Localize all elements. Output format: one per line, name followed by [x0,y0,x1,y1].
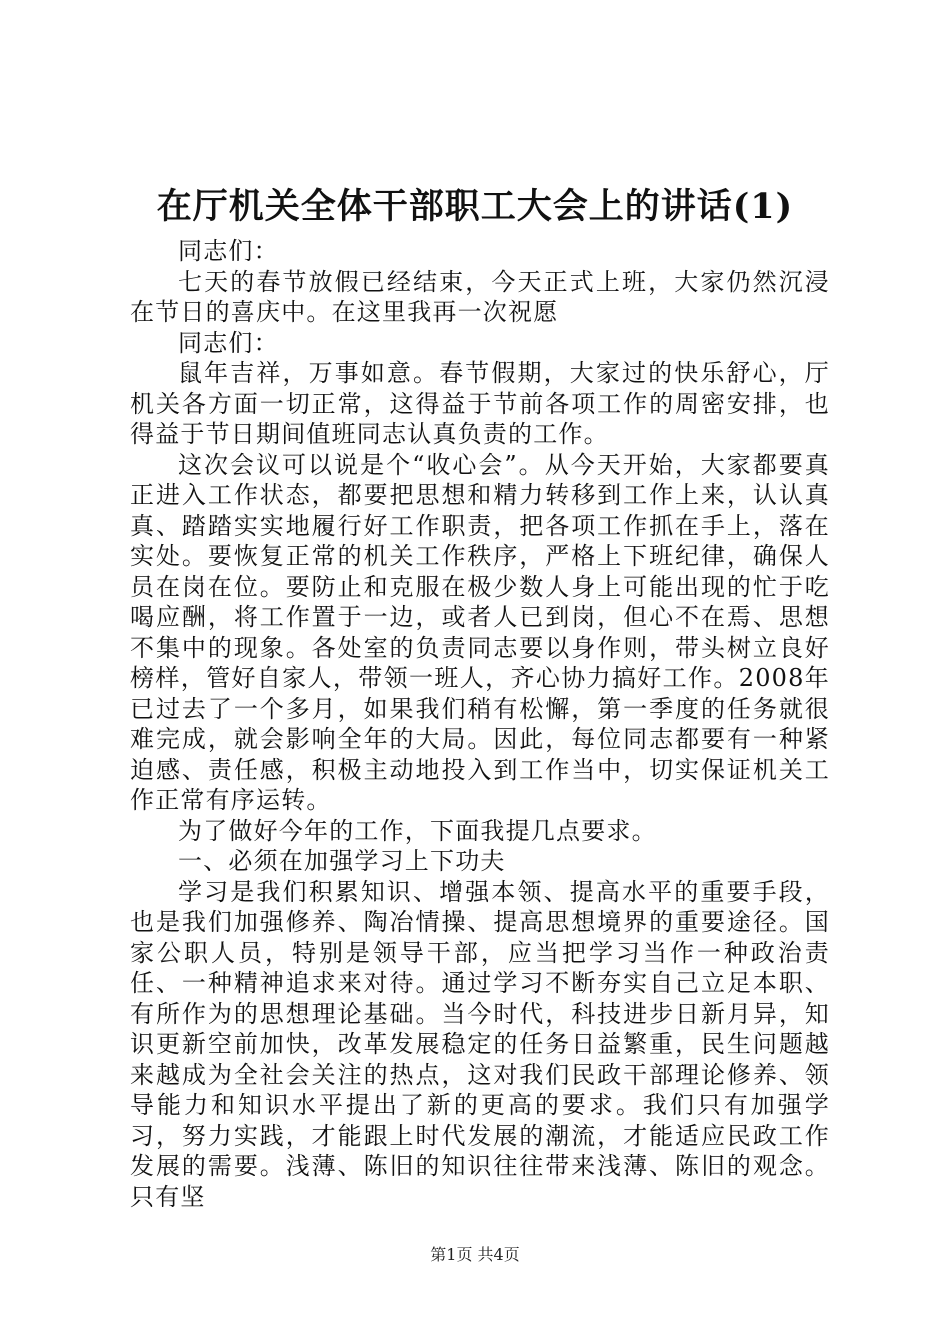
document-body [130,236,830,1212]
paragraph: 鼠年吉祥，万事如意。春节假期，大家过的快乐舒心，厅机关各方面一切正常，这得益于节前各项工作的周密安排，也得益于节日期间值班同志认真负责的工作。 [130,359,830,448]
paragraph-greeting: 同志们： [178,328,279,357]
page-number: 第1页 共4页 [430,1245,520,1264]
paragraph: 七天的春节放假已经结束，今天正式上班，大家仍然沉浸在节日的喜庆中。在这里我再一次祝愿 [130,267,830,326]
paragraph: 为了做好今年的工作，下面我提几点要求。 [178,816,657,845]
section-heading: 一、必须在加强学习上下功夫 [178,847,506,875]
document-title: 在厅机关全体干部职工大会上的讲话(1) [156,186,794,227]
paragraph: 学习是我们积累知识、增强本领、提高水平的重要手段，也是我们加强修养、陶冶情操、提高思想境界的重要途径。国家公职人员，特别是领导干部，应当把学习当作一种政治责任、一种精神追求来对待。通过学习不断夯实自己立足本职、有所作为的思想理论基础。当今时代，科技进步日新月异，知识更新空前加快，改革发展稳定的任务日益繁重，民生问题越来越成为全社会关注的热点，这对我们民政干部理论修养、领导能力和知识水平提出了新的更高的要求。我们只有加强学习，努力实践，才能跟上时代发展的潮流，才能适应民政工作发展的需要。浅薄、陈旧的知识往往带来浅薄、陈旧的观念。只有坚 [130,877,830,1211]
paragraph: 这次会议可以说是个“收心会”。从今天开始，大家都要真正进入工作状态，都要把思想和精力转移到工作上来，认认真真、踏踏实实地履行好工作职责，把各项工作抓在手上，落在实处。要恢复正常的机关工作秩序，严格上下班纪律，确保人员在岗在位。要防止和克服在极少数人身上可能出现的忙于吃喝应酬，将工作置于一边，或者人已到岗，但心不在焉、思想不集中的现象。各处室的负责同志要以身作则，带头树立良好榜样，管好自家人，带领一班人，齐心协力搞好工作。2008年已过去了一个多月，如果我们稍有松懈，第一季度的任务就很难完成，就会影响全年的大局。因此，每位同志都要有一种紧迫感、责任感，积极主动地投入到工作当中，切实保证机关工作正常有序运转。 [130,450,830,814]
paragraph-greeting: 同志们： [178,237,279,265]
